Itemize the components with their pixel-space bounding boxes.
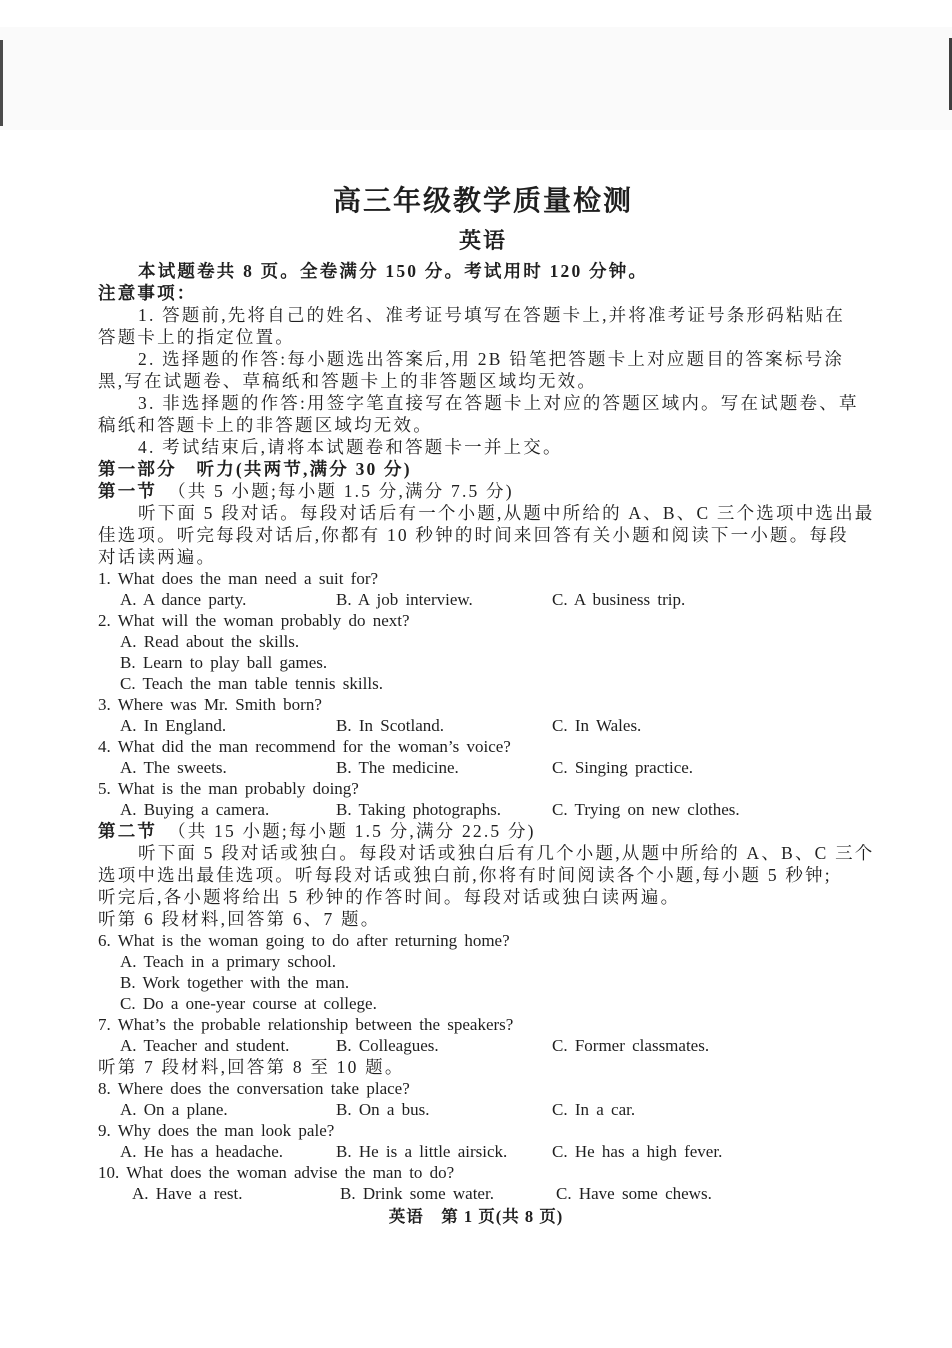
option-c: C. In a car.	[552, 1100, 636, 1119]
question-4-options	[98, 757, 868, 778]
question-4	[98, 736, 868, 757]
question-number: 7.	[98, 1015, 111, 1034]
section2-heading	[98, 820, 868, 842]
question-2	[98, 610, 868, 631]
section2-label: 第二节	[98, 821, 158, 841]
question-number: 8.	[98, 1079, 111, 1098]
section2-heading-rest: （共 15 小题;每小题 1.5 分,满分 22.5 分)	[176, 821, 536, 841]
scan-artifact-band	[0, 27, 952, 130]
option-b: B. A job interview.	[336, 590, 473, 609]
question-8	[98, 1078, 868, 1099]
question-number: 3.	[98, 695, 111, 714]
question-number: 10.	[98, 1163, 120, 1182]
option-a: A. Read about the skills.	[120, 632, 300, 651]
option-c: C. Do a one-year course at college.	[120, 994, 377, 1013]
option-c: C. Singing practice.	[552, 758, 694, 777]
option-c: C. In Wales.	[552, 716, 642, 735]
question-6	[98, 930, 868, 951]
option-b: B. In Scotland.	[336, 716, 444, 735]
option-a: A. The sweets.	[120, 758, 227, 777]
section2-instruction-line: 听完后,各小题将给出 5 秒钟的作答时间。每段对话或独白读两遍。	[98, 887, 681, 907]
exam-subject: 英语	[458, 228, 507, 253]
section1-instruction-line: 佳选项。听完每段对话后,你都有 10 秒钟的时间来回答有关小题和阅读下一小题。每段	[98, 525, 849, 545]
question-5	[98, 778, 868, 799]
question-7	[98, 1014, 868, 1035]
section1-heading-rest: （共 5 小题;每小题 1.5 分,满分 7.5 分)	[176, 481, 514, 501]
question-text: What is the woman going to do after returning home?	[117, 931, 510, 950]
question-9-options	[98, 1141, 868, 1162]
notice-line: 答题卡上的指定位置。	[98, 327, 295, 347]
material-line-6: 听第 6 段材料,回答第 6、7 题。	[98, 909, 381, 929]
question-number: 2.	[98, 611, 111, 630]
question-number: 4.	[98, 737, 111, 756]
page-footer: 英语 第 1 页(共 8 页)	[388, 1207, 564, 1226]
option-c: C. A business trip.	[552, 590, 686, 609]
section1-heading	[98, 480, 868, 502]
question-text: What does the woman advise the man to do?	[126, 1163, 455, 1182]
question-number: 6.	[98, 931, 111, 950]
notice-line: 3. 非选择题的作答:用签字笔直接写在答题卡上对应的答题区域内。写在试题卷、草	[138, 393, 859, 413]
notice-line: 稿纸和答题卡上的非答题区域均无效。	[98, 415, 433, 435]
option-a: A. A dance party.	[120, 590, 247, 609]
option-c: C. Have some chews.	[556, 1184, 712, 1203]
exam-page	[98, 170, 875, 1204]
question-7-options	[98, 1035, 868, 1056]
option-b: B. Taking photographs.	[336, 800, 502, 819]
question-1-options	[98, 589, 868, 610]
notice-line: 4. 考试结束后,请将本试题卷和答题卡一并上交。	[138, 437, 563, 457]
option-c: C. Teach the man table tennis skills.	[120, 674, 383, 693]
option-a: A. Teach in a primary school.	[120, 952, 337, 971]
question-text: What does the man need a suit for?	[117, 569, 379, 588]
option-b: B. Drink some water.	[340, 1184, 494, 1203]
option-c: C. Trying on new clothes.	[552, 800, 740, 819]
question-number: 5.	[98, 779, 111, 798]
material-line-7: 听第 7 段材料,回答第 8 至 10 题。	[98, 1057, 405, 1077]
option-c: C. Former classmates.	[552, 1036, 710, 1055]
option-b: B. He is a little airsick.	[336, 1142, 508, 1161]
exam-info: 本试题卷共 8 页。全卷满分 150 分。考试用时 120 分钟。	[138, 261, 649, 281]
scan-artifact-left-edge	[0, 40, 3, 126]
question-number: 1.	[98, 569, 111, 588]
question-5-options	[98, 799, 868, 820]
question-text: What’s the probable relationship between the speakers?	[117, 1015, 514, 1034]
question-text: What will the woman probably do next?	[117, 611, 410, 630]
section1-label: 第一节	[98, 481, 158, 501]
question-10	[98, 1162, 868, 1183]
option-a: A. Have a rest.	[132, 1184, 243, 1203]
option-a: A. He has a headache.	[120, 1142, 284, 1161]
option-a: A. Buying a camera.	[120, 800, 270, 819]
section1-instruction-line: 对话读两遍。	[98, 547, 217, 567]
notice-line: 1. 答题前,先将自己的姓名、准考证号填写在答题卡上,并将准考证号条形码粘贴在	[138, 305, 846, 325]
question-text: Where does the conversation take place?	[117, 1079, 410, 1098]
question-text: What is the man probably doing?	[117, 779, 359, 798]
option-a: A. In England.	[120, 716, 227, 735]
option-b: B. On a bus.	[336, 1100, 430, 1119]
question-10-options	[98, 1183, 868, 1204]
option-b: B. The medicine.	[336, 758, 459, 777]
question-8-options	[98, 1099, 868, 1120]
option-a: A. On a plane.	[120, 1100, 228, 1119]
section2-instruction-line: 选项中选出最佳选项。听每段对话或独白前,你将有时间阅读各个小题,每小题 5 秒钟;	[98, 865, 832, 885]
notice-line: 黑,写在试题卷、草稿纸和答题卡上的非答题区域均无效。	[98, 371, 598, 391]
section2-instruction-line: 听下面 5 段对话或独白。每段对话或独白后有几个小题,从题中所给的 A、B、C 三个	[138, 843, 875, 863]
section1-instruction-line: 听下面 5 段对话。每段对话后有一个小题,从题中所给的 A、B、C 三个选项中选出最	[138, 503, 875, 523]
notice-heading: 注意事项：	[98, 283, 197, 303]
question-1	[98, 568, 868, 589]
question-text: Why does the man look pale?	[117, 1121, 335, 1140]
notice-line: 2. 选择题的作答:每小题选出答案后,用 2B 铅笔把答题卡上对应题目的答案标号涂	[138, 349, 845, 369]
option-b: B. Colleagues.	[336, 1036, 439, 1055]
question-text: Where was Mr. Smith born?	[117, 695, 322, 714]
option-b: B. Work together with the man.	[120, 973, 350, 992]
option-b: B. Learn to play ball games.	[120, 653, 328, 672]
question-text: What did the man recommend for the woman’s voice?	[117, 737, 511, 756]
question-3	[98, 694, 868, 715]
question-number: 9.	[98, 1121, 111, 1140]
part1-heading: 第一部分 听力(共两节,满分 30 分)	[98, 459, 412, 479]
option-a: A. Teacher and student.	[120, 1036, 290, 1055]
question-9	[98, 1120, 868, 1141]
option-c: C. He has a high fever.	[552, 1142, 723, 1161]
question-3-options	[98, 715, 868, 736]
exam-title: 高三年级教学质量检测	[332, 186, 633, 217]
